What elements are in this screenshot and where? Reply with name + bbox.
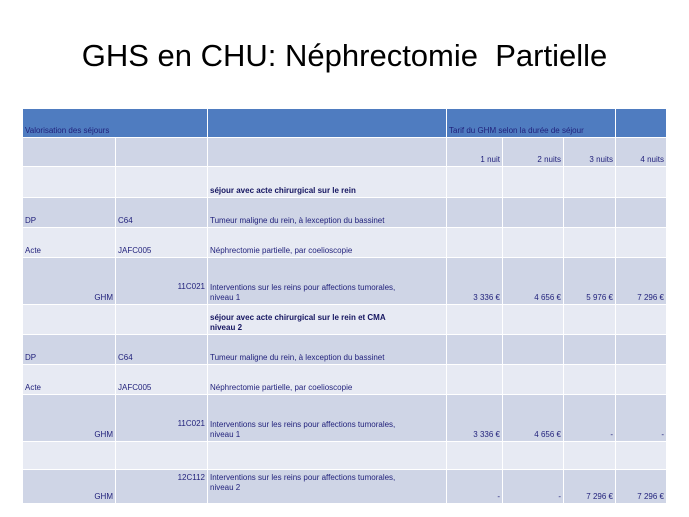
section2-dp-row <box>23 335 666 364</box>
header-valorisation: Valorisation des séjours <box>23 109 207 137</box>
section1-ghm-row <box>23 258 666 304</box>
duration-3: 3 nuits <box>564 138 615 166</box>
dp-label: DP <box>23 198 115 227</box>
price-3: - <box>564 395 615 441</box>
slide-title: GHS en CHU: Néphrectomie Partielle <box>81 38 608 73</box>
section2-ghm1-row <box>23 395 666 441</box>
ghm-label: GHM <box>23 395 115 441</box>
ghm-label: GHM <box>23 470 115 503</box>
price-4: 7 296 € <box>616 258 666 304</box>
acte-text: Néphrectomie partielle, par coelioscopie <box>208 228 446 257</box>
header-row <box>23 109 666 137</box>
price-1: - <box>447 470 502 503</box>
duration-4: 4 nuits <box>616 138 666 166</box>
acte-label: Acte <box>23 365 115 394</box>
duration-1: 1 nuit <box>447 138 502 166</box>
section2-heading-row <box>23 305 666 334</box>
ghs-table <box>22 108 667 504</box>
price-2: 4 656 € <box>503 395 563 441</box>
acte-code: JAFC005 <box>116 365 207 394</box>
price-4: - <box>616 395 666 441</box>
spacer-row <box>23 442 666 469</box>
dp-text: Tumeur maligne du rein, à lexception du bassinet <box>208 335 446 364</box>
section1-heading-row <box>23 167 666 197</box>
dp-code: C64 <box>116 335 207 364</box>
ghm-code: 11C021 <box>116 395 207 441</box>
durations-row <box>23 138 666 166</box>
price-3: 7 296 € <box>564 470 615 503</box>
ghm-code: 12C112 <box>116 470 207 503</box>
dp-label: DP <box>23 335 115 364</box>
section1-heading: séjour avec acte chirurgical sur le rein <box>208 167 446 197</box>
acte-text: Néphrectomie partielle, par coelioscopie <box>208 365 446 394</box>
section1-acte-row <box>23 228 666 257</box>
price-1: 3 336 € <box>447 258 502 304</box>
price-2: - <box>503 470 563 503</box>
ghm-label: GHM <box>23 258 115 304</box>
dp-text: Tumeur maligne du rein, à lexception du bassinet <box>208 198 446 227</box>
section1-dp-row <box>23 198 666 227</box>
ghm-text: Interventions sur les reins pour affections tumorales, niveau 1 <box>208 258 446 304</box>
section2-heading: séjour avec acte chirurgical sur le rein et CMA niveau 2 <box>208 305 446 334</box>
duration-2: 2 nuits <box>503 138 563 166</box>
header-tarif: Tarif du GHM selon la durée de séjour <box>447 109 615 137</box>
section2-ghm2-row <box>23 470 666 503</box>
price-4: 7 296 € <box>616 470 666 503</box>
ghm-text: Interventions sur les reins pour affections tumorales, niveau 1 <box>208 395 446 441</box>
price-3: 5 976 € <box>564 258 615 304</box>
price-1: 3 336 € <box>447 395 502 441</box>
acte-code: JAFC005 <box>116 228 207 257</box>
acte-label: Acte <box>23 228 115 257</box>
ghm-code: 11C021 <box>116 258 207 304</box>
price-2: 4 656 € <box>503 258 563 304</box>
section2-acte-row <box>23 365 666 394</box>
dp-code: C64 <box>116 198 207 227</box>
ghm-text: Interventions sur les reins pour affections tumorales, niveau 2 <box>208 470 446 503</box>
